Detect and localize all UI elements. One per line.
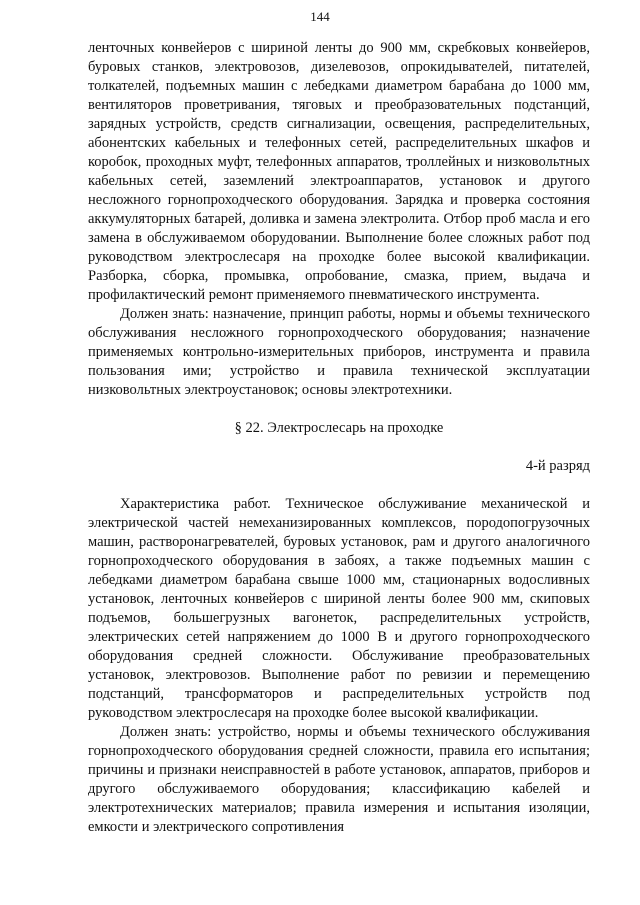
paragraph-must-know-3rd-grade: Должен знать: назначение, принцип работы, нормы и объемы технического обслуживания несложного горнопроходческого оборудования; назначение применяемых контрольно-измерительных приборов, инструмента и правила пользования ими; устройство и правила технической эксплуатации низковольтных электроустановок; основы электротехники. <box>88 306 590 398</box>
paragraph-must-know-4th-grade: Должен знать: устройство, нормы и объемы технического обслуживания горнопроходческого оборудования средней сложности, правила его испытания; причины и признаки неисправностей в работе установок, аппаратов, приборов и другого обслуживаемого оборудования; классификацию кабелей и электротехнических материалов; правила измерения и испытания изоляции, емкости и электрического сопротивления <box>88 724 590 835</box>
paragraph-work-list: ленточных конвейеров с шириной ленты до 900 мм, скребковых конвейеров, буровых станков, электровозов, дизелевозов, опрокидывателей, питателей, толкателей, подъемных машин с лебедками диаметром барабана до 1000 мм, вентиляторов проветривания, тяговых и преобразовательных подстанций, зарядных устройств, средств сигнализации, освещения, распределительных, абонентских кабельных и телефонных сетей, распределительных шкафов и коробок, проходных муфт, телефонных аппаратов, троллейных и низковольтных кабельных сетей, заземлений электроаппаратов, установок и другого несложного горнопроходческого оборудования. Зарядка и проверка состояния аккумуляторных батарей, доливка и замена электролита. Отбор проб масла и его замена в обслуживаемом оборудовании. Выполнение более сложных работ под руководством электрослесаря на проходке более высокой квалификации. Разборка, сборка, промывка, опробование, смазка, прием, выдача и профилактический ремонт применяемого пневматического инструмента. <box>88 40 590 303</box>
document-body <box>88 39 590 837</box>
paragraph-work-characteristics: Характеристика работ. Техническое обслуживание механической и электрической частей немеханизированных комплексов, породопогрузочных машин, растворонагревателей, буровых установок, рам и другого аналогичного горнопроходческого оборудования в забоях, а также подъемных машин с лебедками диаметром барабана свыше 1000 мм, стационарных водосливных установок, ленточных конвейеров с шириной ленты более 900 мм, скиповых подъемов, большегрузных вагонеток, распределительных устройств, электрических сетей напряжением до 1000 В и другого горнопроходческого оборудования средней сложности. Обслуживание преобразовательных установок, электровозов. Выполнение работ по ревизии и перемещению подстанций, трансформаторов и распределительных устройств под руководством электрослесаря на проходке более высокой квалификации. <box>88 496 590 721</box>
page-number: 144 <box>310 9 330 24</box>
section-title: § 22. Электрослесарь на проходке <box>234 420 444 436</box>
grade-label: 4-й разряд <box>525 458 590 474</box>
